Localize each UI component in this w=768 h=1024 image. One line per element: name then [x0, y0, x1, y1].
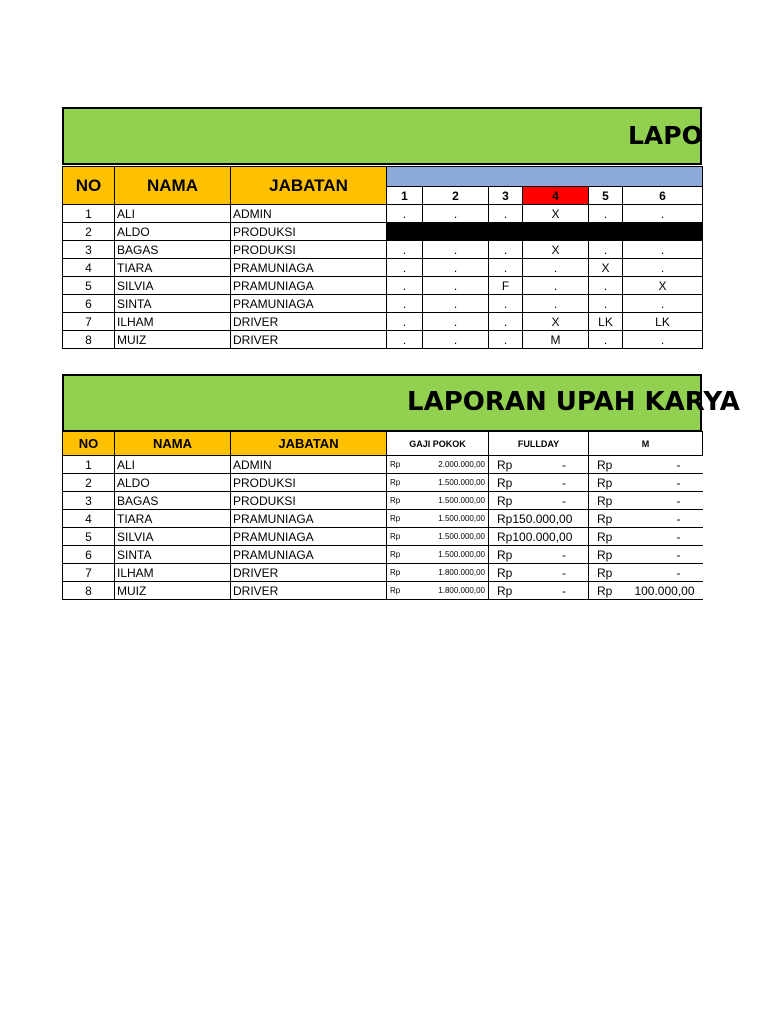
currency-label: Rp — [497, 565, 513, 580]
cell-jabatan: PRAMUNIAGA — [231, 546, 387, 564]
cell-day-mark: . — [423, 205, 489, 223]
cell-no: 5 — [63, 528, 115, 546]
cell-jabatan: DRIVER — [231, 331, 387, 349]
currency-label: Rp — [597, 583, 613, 598]
cell-fullday — [489, 528, 589, 546]
cell-no: 3 — [63, 492, 115, 510]
col-header-jabatan: JABATAN — [231, 167, 387, 205]
cell-m — [589, 474, 703, 492]
table-row — [63, 295, 703, 313]
cell-no: 6 — [63, 295, 115, 313]
day-header: 3 — [489, 187, 523, 205]
wage-table — [62, 431, 703, 600]
table-row — [63, 456, 703, 474]
currency-label: Rp — [497, 583, 513, 598]
cell-nama: ALDO — [115, 474, 231, 492]
cell-m — [589, 456, 703, 474]
cell-gaji-pokok — [387, 510, 489, 528]
cell-gaji-pokok — [387, 582, 489, 600]
table-row — [63, 313, 703, 331]
attendance-report — [62, 107, 703, 359]
cell-nama: MUIZ — [115, 582, 231, 600]
currency-label: Rp — [497, 529, 513, 544]
cell-day-mark: . — [423, 259, 489, 277]
cell-nama: ILHAM — [115, 564, 231, 582]
cell-day-mark: . — [623, 241, 703, 259]
cell-jabatan: ADMIN — [231, 456, 387, 474]
cell-day-mark: . — [623, 205, 703, 223]
cell-gaji-pokok — [387, 492, 489, 510]
currency-label: Rp — [390, 459, 401, 469]
cell-day-mark: . — [387, 295, 423, 313]
cell-fullday — [489, 582, 589, 600]
col-header-nama: NAMA — [115, 432, 231, 456]
amount: - — [562, 583, 566, 598]
cell-gaji-pokok — [387, 546, 489, 564]
cell-day-mark: . — [387, 277, 423, 295]
cell-jabatan: PRAMUNIAGA — [231, 528, 387, 546]
cell-jabatan: DRIVER — [231, 313, 387, 331]
cell-day-mark: . — [523, 277, 589, 295]
cell-m — [589, 564, 703, 582]
cell-day-mark: . — [387, 331, 423, 349]
cell-no: 3 — [63, 241, 115, 259]
cell-jabatan: PRAMUNIAGA — [231, 277, 387, 295]
cell-fullday — [489, 474, 589, 492]
day-header: 1 — [387, 187, 423, 205]
cell-day-mark: . — [423, 295, 489, 313]
cell-day-mark: M — [523, 331, 589, 349]
cell-m — [589, 546, 703, 564]
amount: - — [676, 511, 681, 526]
cell-day-mark: . — [589, 295, 623, 313]
table-row — [63, 277, 703, 295]
table-row — [63, 510, 703, 528]
cell-nama: BAGAS — [115, 492, 231, 510]
cell-nama: TIARA — [115, 510, 231, 528]
cell-m — [589, 492, 703, 510]
cell-nama: ILHAM — [115, 313, 231, 331]
cell-no: 7 — [63, 564, 115, 582]
cell-day-mark: . — [387, 259, 423, 277]
cell-jabatan: PRAMUNIAGA — [231, 510, 387, 528]
amount: - — [676, 547, 681, 562]
cell-jabatan: PRODUKSI — [231, 492, 387, 510]
currency-label: Rp — [497, 511, 513, 526]
cell-day-mark — [623, 223, 703, 241]
col-header-no: NO — [63, 167, 115, 205]
cell-nama: ALI — [115, 205, 231, 223]
cell-nama: MUIZ — [115, 331, 231, 349]
cell-day-mark: . — [387, 241, 423, 259]
cell-no: 1 — [63, 456, 115, 474]
currency-label: Rp — [597, 493, 613, 508]
cell-nama: ALI — [115, 456, 231, 474]
cell-day-mark: . — [489, 241, 523, 259]
attendance-title-band — [62, 107, 702, 165]
amount: 1.500.000,00 — [438, 531, 485, 541]
cell-nama: SILVIA — [115, 528, 231, 546]
cell-day-mark: LK — [623, 313, 703, 331]
table-row — [63, 331, 703, 349]
cell-jabatan: DRIVER — [231, 564, 387, 582]
day-header: 2 — [423, 187, 489, 205]
currency-label: Rp — [597, 529, 613, 544]
cell-no: 2 — [63, 223, 115, 241]
cell-day-mark: . — [623, 259, 703, 277]
col-header-nama: NAMA — [115, 167, 231, 205]
amount: - — [562, 565, 566, 580]
cell-day-mark: . — [489, 331, 523, 349]
amount: 1.500.000,00 — [438, 513, 485, 523]
amount: - — [562, 457, 566, 472]
cell-no: 8 — [63, 331, 115, 349]
currency-label: Rp — [390, 477, 401, 487]
cell-gaji-pokok — [387, 474, 489, 492]
table-row — [63, 259, 703, 277]
cell-day-mark: . — [387, 205, 423, 223]
cell-fullday — [489, 492, 589, 510]
cell-jabatan: PRAMUNIAGA — [231, 259, 387, 277]
amount: 1.500.000,00 — [438, 477, 485, 487]
cell-day-mark: . — [423, 331, 489, 349]
cell-no: 2 — [63, 474, 115, 492]
days-header-band — [387, 167, 703, 187]
cell-day-mark: . — [489, 205, 523, 223]
table-row — [63, 223, 703, 241]
cell-m — [589, 582, 703, 600]
cell-m — [589, 528, 703, 546]
cell-day-mark: X — [523, 205, 589, 223]
cell-nama: SILVIA — [115, 277, 231, 295]
cell-jabatan: PRODUKSI — [231, 474, 387, 492]
cell-jabatan: PRODUKSI — [231, 241, 387, 259]
cell-day-mark: . — [589, 241, 623, 259]
cell-day-mark: . — [589, 331, 623, 349]
cell-jabatan: ADMIN — [231, 205, 387, 223]
table-row — [63, 241, 703, 259]
cell-jabatan: PRODUKSI — [231, 223, 387, 241]
cell-no: 1 — [63, 205, 115, 223]
table-row — [63, 564, 703, 582]
table-row — [63, 582, 703, 600]
amount: 1.500.000,00 — [438, 495, 485, 505]
currency-label: Rp — [390, 513, 401, 523]
currency-label: Rp — [390, 549, 401, 559]
cell-day-mark: F — [489, 277, 523, 295]
cell-nama: BAGAS — [115, 241, 231, 259]
currency-label: Rp — [597, 511, 613, 526]
cell-no: 5 — [63, 277, 115, 295]
cell-no: 8 — [63, 582, 115, 600]
col-header-fullday: FULLDAY — [489, 432, 589, 456]
cell-day-mark: X — [523, 241, 589, 259]
cell-day-mark: . — [423, 241, 489, 259]
cell-nama: SINTA — [115, 295, 231, 313]
currency-label: Rp — [597, 475, 613, 490]
amount: - — [676, 529, 681, 544]
day-header: 5 — [589, 187, 623, 205]
cell-day-mark: . — [423, 277, 489, 295]
cell-day-mark: . — [589, 205, 623, 223]
cell-jabatan: DRIVER — [231, 582, 387, 600]
cell-jabatan: PRAMUNIAGA — [231, 295, 387, 313]
amount: 150.000,00 — [512, 511, 573, 526]
attendance-title: LAPO — [628, 121, 703, 150]
cell-no: 6 — [63, 546, 115, 564]
amount: - — [676, 457, 681, 472]
amount: - — [676, 493, 681, 508]
cell-day-mark: . — [423, 313, 489, 331]
cell-fullday — [489, 456, 589, 474]
attendance-table — [62, 166, 703, 349]
day-header: 6 — [623, 187, 703, 205]
cell-no: 7 — [63, 313, 115, 331]
cell-day-mark — [489, 223, 523, 241]
currency-label: Rp — [597, 457, 613, 472]
table-row — [63, 492, 703, 510]
currency-label: Rp — [497, 475, 513, 490]
cell-day-mark: . — [489, 295, 523, 313]
amount: - — [562, 475, 566, 490]
cell-gaji-pokok — [387, 564, 489, 582]
day-header-highlighted: 4 — [523, 187, 589, 205]
amount: - — [676, 475, 681, 490]
amount: 100.000,00 — [512, 529, 573, 544]
table-row — [63, 546, 703, 564]
cell-day-mark: LK — [589, 313, 623, 331]
amount: 2.000.000,00 — [438, 459, 485, 469]
cell-gaji-pokok — [387, 456, 489, 474]
cell-nama: SINTA — [115, 546, 231, 564]
amount: 1.800.000,00 — [438, 567, 485, 577]
cell-gaji-pokok — [387, 528, 489, 546]
cell-day-mark — [589, 223, 623, 241]
currency-label: Rp — [497, 547, 513, 562]
table-row — [63, 205, 703, 223]
col-header-no: NO — [63, 432, 115, 456]
currency-label: Rp — [390, 585, 401, 595]
cell-day-mark — [423, 223, 489, 241]
currency-label: Rp — [597, 565, 613, 580]
cell-day-mark: X — [523, 313, 589, 331]
cell-day-mark: . — [489, 259, 523, 277]
cell-m — [589, 510, 703, 528]
wage-report — [62, 374, 740, 609]
currency-label: Rp — [390, 495, 401, 505]
cell-no: 4 — [63, 510, 115, 528]
amount: - — [676, 565, 681, 580]
amount: - — [562, 493, 566, 508]
cell-day-mark — [387, 223, 423, 241]
cell-fullday — [489, 564, 589, 582]
currency-label: Rp — [597, 547, 613, 562]
currency-label: Rp — [497, 493, 513, 508]
cell-day-mark: X — [623, 277, 703, 295]
cell-day-mark: . — [523, 259, 589, 277]
cell-fullday — [489, 510, 589, 528]
table-row — [63, 474, 703, 492]
col-header-gaji-pokok: GAJI POKOK — [387, 432, 489, 456]
amount: - — [562, 547, 566, 562]
table-row — [63, 528, 703, 546]
cell-day-mark: . — [589, 277, 623, 295]
cell-day-mark: . — [623, 295, 703, 313]
cell-fullday — [489, 546, 589, 564]
cell-no: 4 — [63, 259, 115, 277]
cell-day-mark: . — [523, 295, 589, 313]
col-header-jabatan: JABATAN — [231, 432, 387, 456]
cell-day-mark: . — [623, 331, 703, 349]
currency-label: Rp — [390, 531, 401, 541]
amount: 1.500.000,00 — [438, 549, 485, 559]
amount: 100.000,00 — [634, 583, 695, 598]
cell-day-mark: X — [589, 259, 623, 277]
amount: 1.800.000,00 — [438, 585, 485, 595]
currency-label: Rp — [497, 457, 513, 472]
cell-day-mark: . — [489, 313, 523, 331]
col-header-m: M — [589, 432, 703, 456]
currency-label: Rp — [390, 567, 401, 577]
cell-day-mark — [523, 223, 589, 241]
cell-day-mark: . — [387, 313, 423, 331]
wage-title: LAPORAN UPAH KARYA — [407, 387, 740, 417]
cell-nama: TIARA — [115, 259, 231, 277]
cell-nama: ALDO — [115, 223, 231, 241]
